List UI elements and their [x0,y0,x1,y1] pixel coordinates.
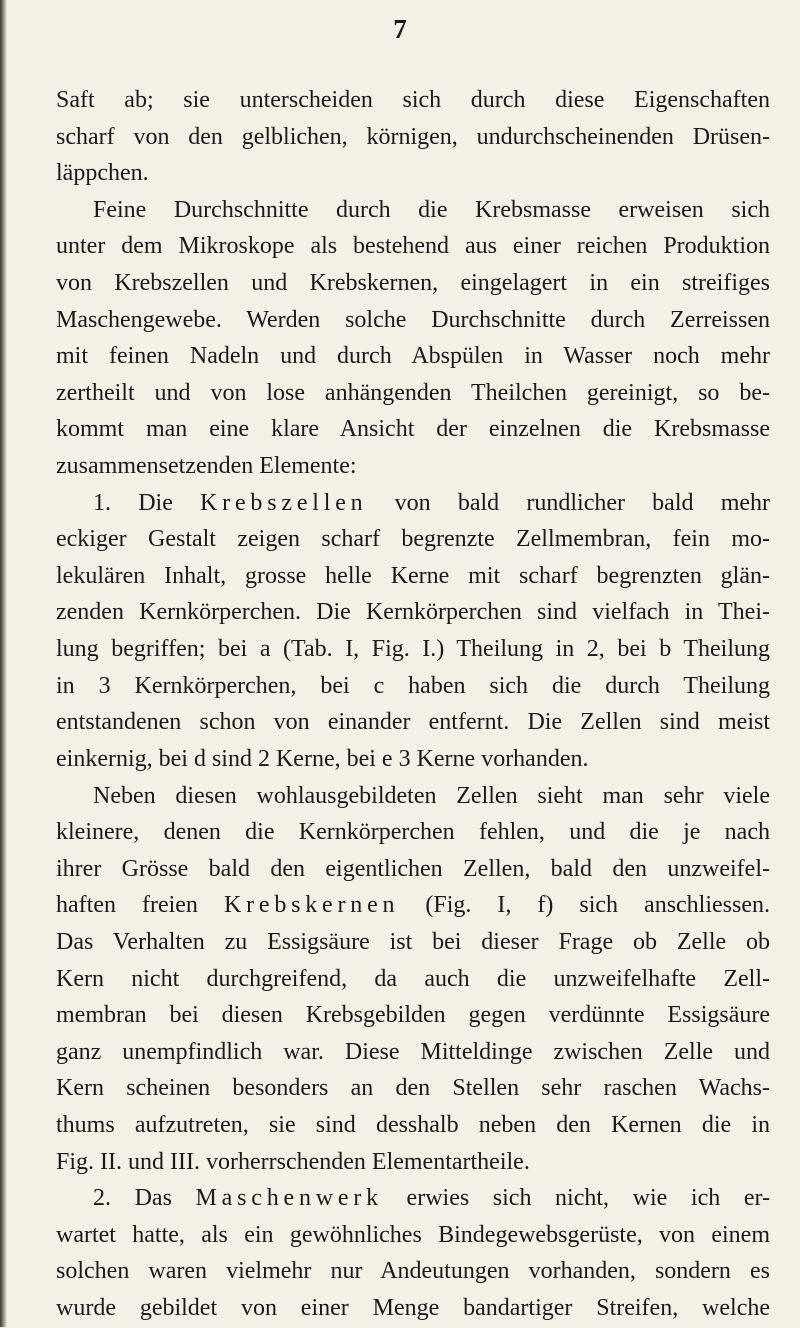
text-line: eckiger Gestalt zeigen scharf begrenzte Zellmembran, fein mo- [56,526,770,552]
text-line: scharf von den gelblichen, körnigen, undurchscheinenden Drüsen- [56,124,770,150]
line-text: erwies sich nicht, wie ich er- [382,1185,770,1211]
text-line [56,885,770,925]
page-edge-shadow [0,0,7,1327]
line-text: 2. Das [93,1185,196,1211]
text-line: lekulären Inhalt, grosse helle Kerne mit scharf begrenzten glän- [56,563,770,589]
text-line: Maschengewebe. Werden solche Durchschnitte durch Zerreissen [56,307,770,333]
text-line: ganz unempfindlich war. Diese Mitteldinge zwischen Zelle und [56,1039,770,1065]
paragraph-first-line: Feine Durchschnitte durch die Krebsmasse erweisen sich [93,197,770,223]
line-text: (Fig. I, f) sich anschliessen. [399,892,771,918]
text-line: thums aufzutreten, sie sind desshalb neben den Kernen die in [56,1112,770,1138]
text-line: unter dem Mikroskope als bestehend aus einer reichen Produktion [56,233,770,259]
text-line: Das Verhalten zu Essigsäure ist bei dieser Frage ob Zelle ob [56,929,770,955]
text-line: wurde gebildet von einer Menge bandartiger Streifen, welche [56,1295,770,1321]
text-line: lung begriffen; bei a (Tab. I, Fig. I.) Theilung in 2, bei b Theilung [56,636,770,662]
text-line: kleinere, denen die Kernkörperchen fehlen, und die je nach [56,819,770,845]
text-line: läppchen. [56,160,149,186]
text-line: mit feinen Nadeln und durch Abspülen in Wasser noch mehr [56,343,770,369]
paragraph-first-line: Neben diesen wohlausgebildeten Zellen sieht man sehr viele [93,783,770,809]
text-line: Kern nicht durchgreifend, da auch die unzweifelhafte Zell- [56,966,770,992]
text-line: Kern scheinen besonders an den Stellen sehr raschen Wachs- [56,1075,770,1101]
text-line: wartet hatte, als ein gewöhnliches Bindegewebsgerüste, von einem [56,1222,770,1248]
text-line: Saft ab; sie unterscheiden sich durch diese Eigenschaften [56,87,770,113]
text-line: ihrer Grösse bald den eigentlichen Zellen, bald den unzweifel- [56,856,770,882]
spaced-term: Krebszellen [200,490,368,516]
text-line: Fig. II. und III. vorherrschenden Elementartheile. [56,1149,530,1175]
text-line: von Krebszellen und Krebskernen, eingelagert in ein streifiges [56,270,770,296]
line-text: von bald rundlicher bald mehr [367,490,771,516]
line-text: 1. Die [93,490,201,516]
page-number: 7 [393,14,407,44]
text-line: solchen waren vielmehr nur Andeutungen vorhanden, sondern es [56,1258,770,1284]
text-line: einkernig, bei d sind 2 Kerne, bei e 3 Kerne vorhanden. [56,746,589,772]
paragraph-first-line [93,1178,770,1218]
paragraph-first-line [93,483,770,523]
text-line: in 3 Kernkörperchen, bei c haben sich die durch Theilung [56,673,770,699]
text-line: zenden Kernkörperchen. Die Kernkörperchen sind vielfach in Thei- [56,599,770,625]
spaced-term: Maschenwerk [195,1185,383,1211]
text-line: membran bei diesen Krebsgebilden gegen verdünnte Essigsäure [56,1002,770,1028]
line-text: haften freien [56,892,224,918]
text-line: kommt man eine klare Ansicht der einzelnen die Krebsmasse [56,416,770,442]
text-line: zusammensetzenden Elemente: [56,453,357,479]
text-line: zertheilt und von lose anhängenden Theilchen gereinigt, so be- [56,380,770,406]
spaced-term: Krebskernen [223,892,400,918]
text-line: entstandenen schon von einander entfernt. Die Zellen sind meist [56,709,770,735]
